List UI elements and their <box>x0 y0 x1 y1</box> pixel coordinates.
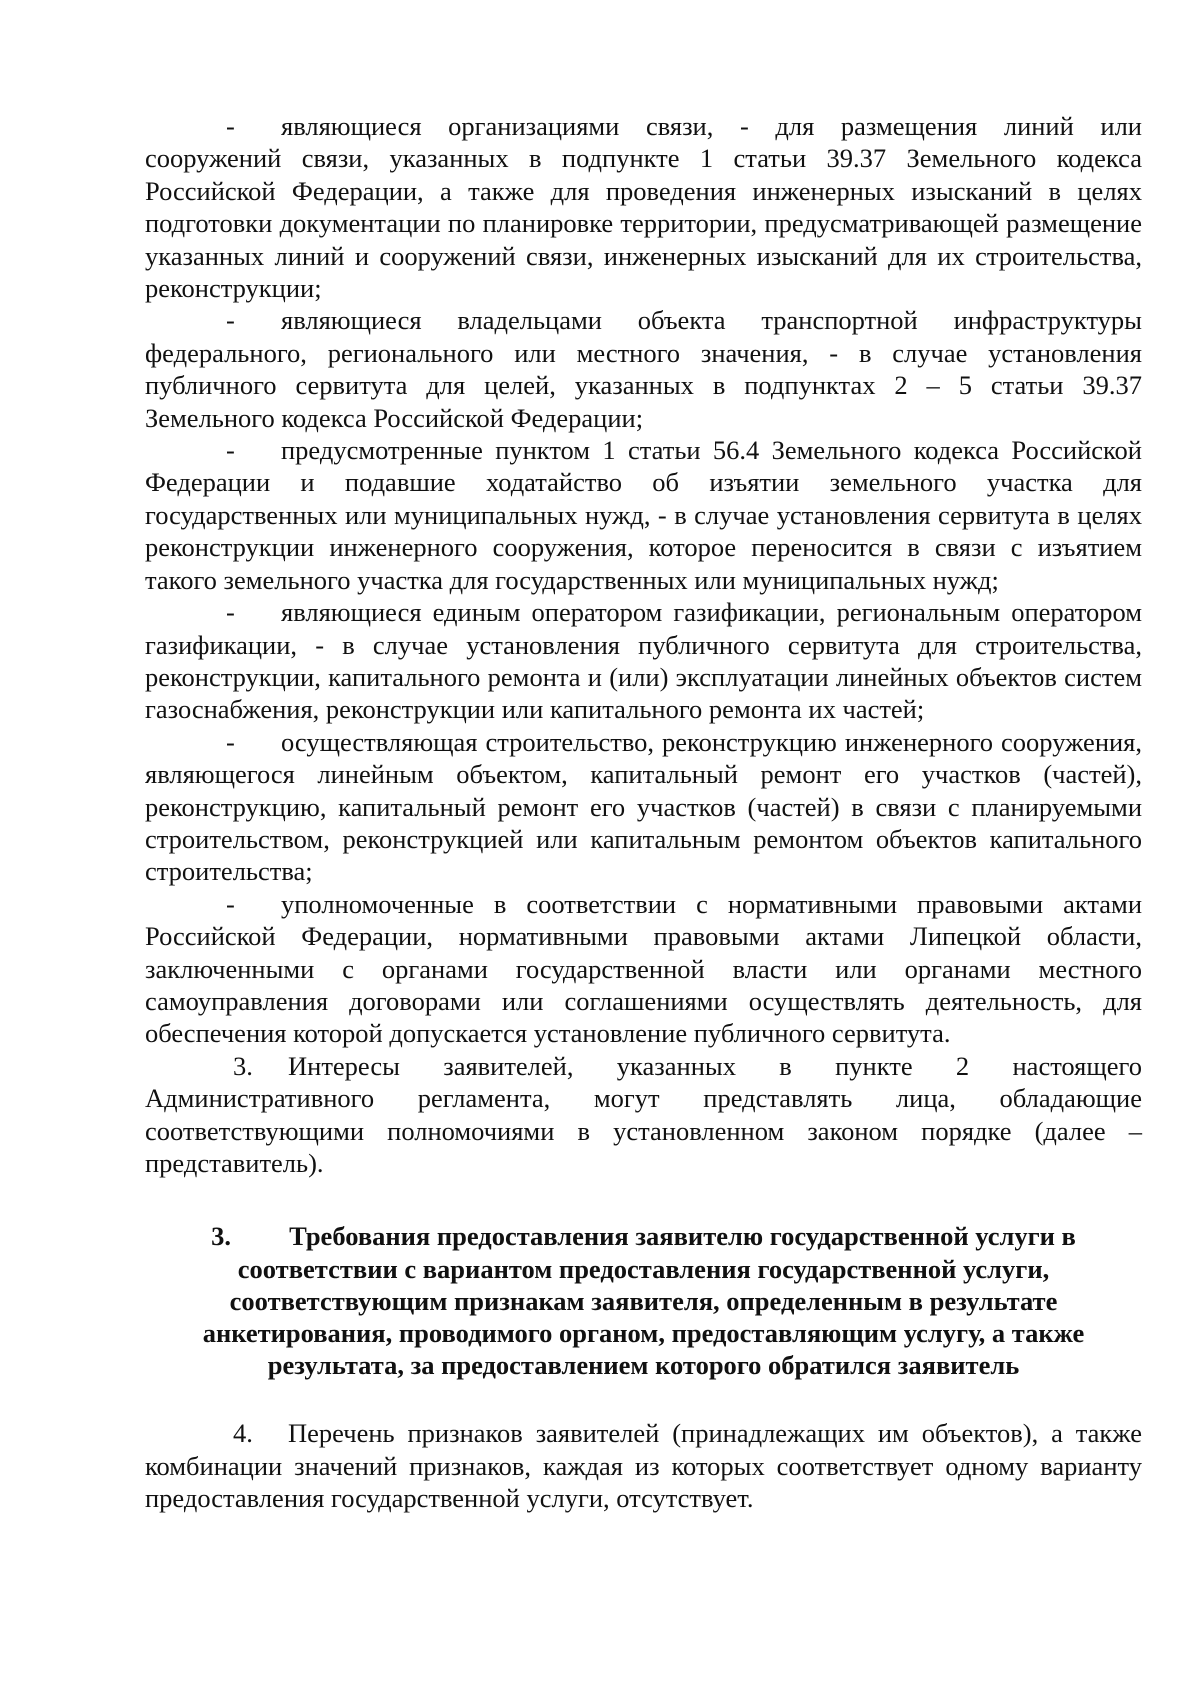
list-item-text: являющиеся единым оператором газификации, региональным оператором газификации, - в случае установления публичного сервитута для строительства, реконструкции, капитального ремонта и (или) эксплуатации линейных объектов систем газоснабжения, реконструкции или капитального ремонта их частей; <box>145 597 1142 725</box>
list-item-communications <box>145 110 1142 304</box>
list-dash: - <box>226 888 235 919</box>
list-item-text: являющиеся организациями связи, - для размещения линий или сооружений связи, указанных в подпункте 1 статьи 39.37 Земельного кодекса Российской Федерации, а также для проведения инженерных изысканий в целях подготовки документации по планировке территории, предусматривающей размещение указанных линий и сооружений связи, инженерных изысканий для их строительства, реконструкции; <box>145 111 1142 304</box>
list-item-construction <box>145 726 1142 888</box>
list-item-text: уполномоченные в соответствии с нормативными правовыми актами Российской Федерации, нормативными правовыми актами Липецкой области, заключенными с органами государственной власти или органами местного самоуправления договорами или соглашениями осуществлять деятельность, для обеспечения которой допускается установление публичного сервитута. <box>145 888 1142 1049</box>
list-item-transport <box>145 304 1142 434</box>
section-heading <box>145 1220 1142 1381</box>
paragraph-4-criteria <box>145 1417 1142 1514</box>
section-number: 3. <box>211 1221 232 1252</box>
list-item-text: осуществляющая строительство, реконструкцию инженерного сооружения, являющегося линейным объектом, капитальный ремонт его участков (частей), реконструкцию, капитальный ремонт его участков (частей) в связи с планируемыми строительством, реконструкцией или капитальным ремонтом объектов капитального строительства; <box>145 726 1142 887</box>
list-dash: - <box>226 305 235 336</box>
list-item-text: являющиеся владельцами объекта транспортной инфраструктуры федерального, регионального или местного значения, - в случае установления публичного сервитута для целей, указанных в подпунктах 2 – 5 статьи 39.37 Земельного кодекса Российской Федерации; <box>145 305 1142 433</box>
section-title: Требования предоставления заявителю государственной услуги в соответствии с вариантом предоставления государственной услуги, соответствующим признакам заявителя, определенным в результате анкетирования, проводимого органом, предоставляющим услугу, а также результата, за предоставлением которого обратился заявитель <box>202 1221 1085 1381</box>
paragraph-number: 4. <box>233 1418 253 1449</box>
spacer <box>145 1381 1142 1417</box>
list-item-text: предусмотренные пунктом 1 статьи 56.4 Земельного кодекса Российской Федерации и подавшие ходатайство об изъятии земельного участка для государственных или муниципальных нужд, - в случае установления сервитута в целях реконструкции инженерного сооружения, которое переносится в связи с изъятием такого земельного участка для государственных или муниципальных нужд; <box>145 435 1142 595</box>
list-item-authorized <box>145 888 1142 1050</box>
list-item-gasification <box>145 596 1142 726</box>
paragraph-text: Перечень признаков заявителей (принадлежащих им объектов), а также комбинации значений признаков, каждая из которых соответствует одному варианту предоставления государственной услуги, отсутствует. <box>145 1418 1142 1514</box>
list-dash: - <box>226 435 235 466</box>
list-dash: - <box>226 111 235 141</box>
list-item-seizure <box>145 434 1142 596</box>
paragraph-text: Интересы заявителей, указанных в пункте 2 настоящего Административного регламента, могут представлять лица, обладающие соответствующими полномочиями в установленном законом порядке (далее – представитель). <box>145 1050 1142 1178</box>
list-dash: - <box>226 726 235 757</box>
paragraph-3-representatives <box>145 1050 1142 1180</box>
paragraph-number: 3. <box>233 1050 253 1081</box>
list-dash: - <box>226 597 235 628</box>
